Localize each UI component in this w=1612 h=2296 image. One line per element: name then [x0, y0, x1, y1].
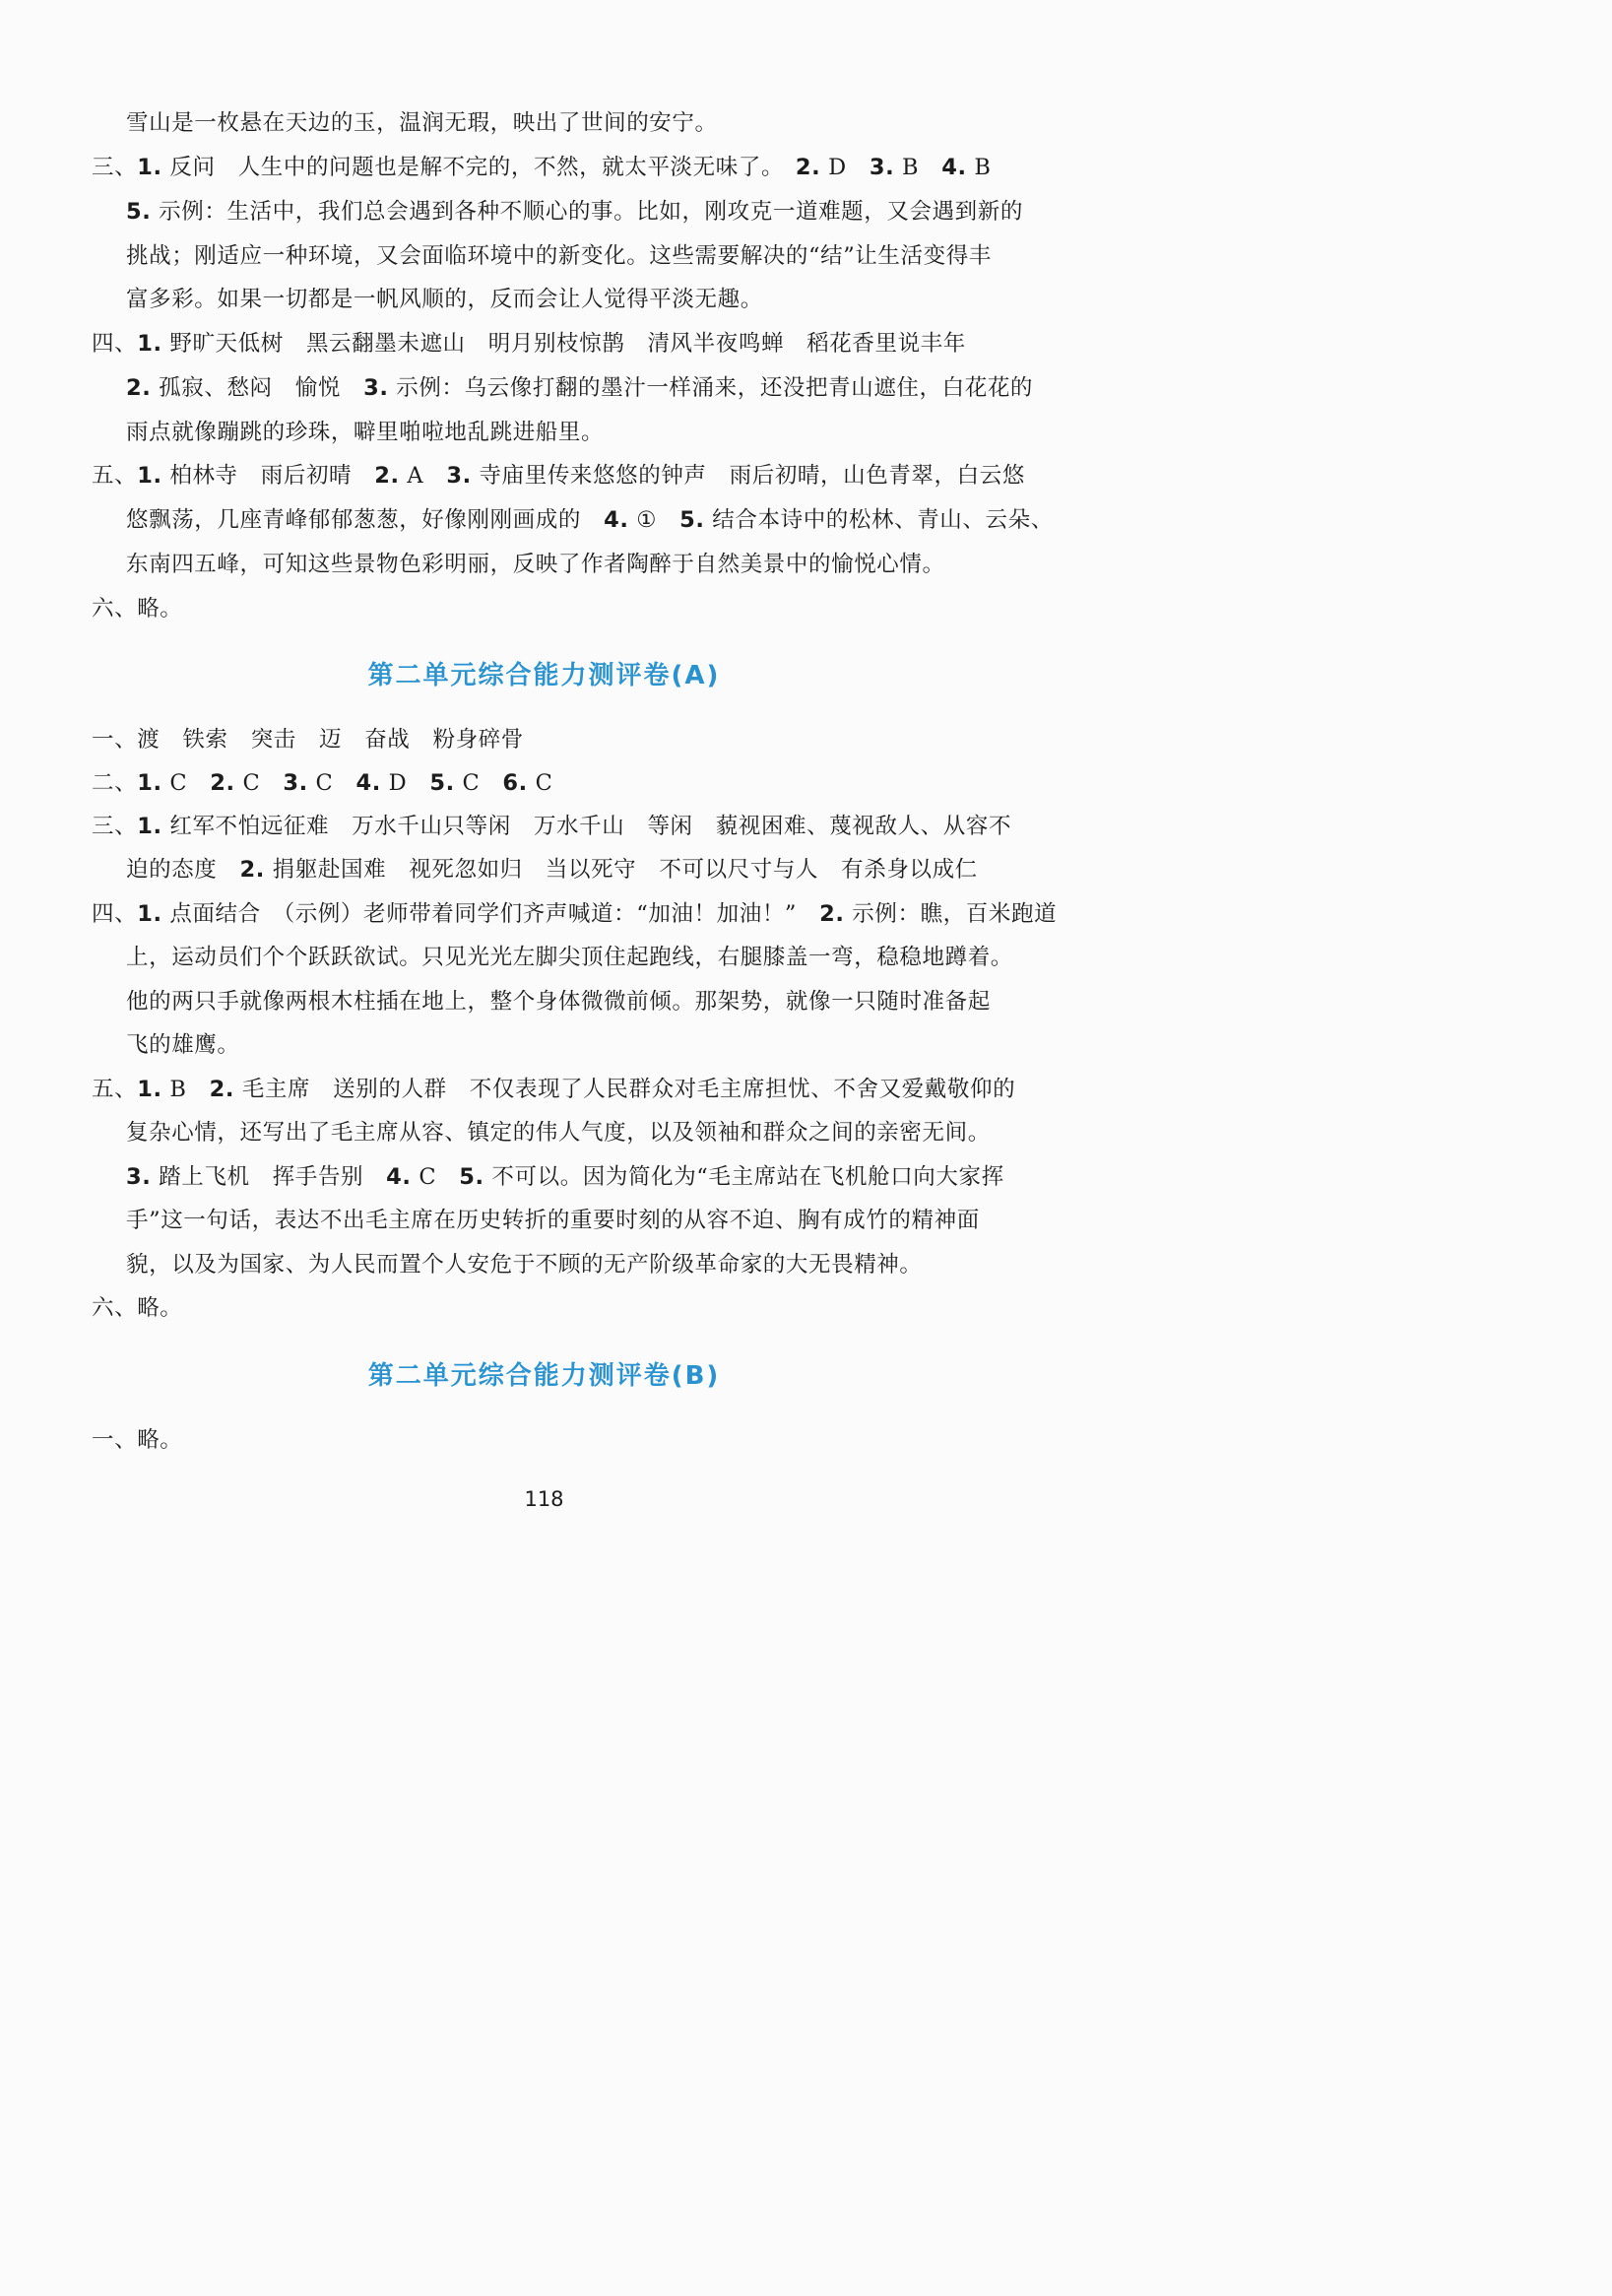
question-number: 3.: [446, 463, 472, 489]
line-text: 雪山是一枚悬在天边的玉，温润无瑕，映出了世间的安宁。: [126, 110, 718, 136]
line-text: 迫的态度: [126, 857, 240, 883]
line-text: 结合本诗中的松林、青山、云朵、: [704, 507, 1054, 533]
text-line: [126, 105, 718, 137]
text-line: [126, 1159, 1004, 1191]
question-number: 2.: [126, 375, 152, 401]
text-line: [126, 370, 1033, 402]
question-number: 2.: [210, 770, 235, 796]
line-text: 示例：乌云像打翻的墨汁一样涌来，还没把青山遮住，白花花的: [388, 375, 1034, 401]
text-line: [92, 150, 992, 181]
text-line: [92, 458, 1025, 490]
text-line: [92, 765, 552, 797]
line-text: C: [234, 770, 284, 796]
line-text: C: [411, 1164, 460, 1190]
question-number: 2.: [209, 1077, 235, 1102]
question-number: 2.: [795, 155, 821, 180]
question-number: 1.: [137, 814, 162, 839]
question-number: 5.: [126, 199, 152, 225]
question-number: 1.: [137, 155, 162, 180]
text-line: [126, 984, 991, 1016]
line-text: D: [380, 770, 430, 796]
line-text: 貌，以及为国家、为人民而置个人安危于不顾的无产阶级革命家的大无畏精神。: [126, 1252, 923, 1278]
line-text: 四、: [92, 331, 138, 357]
text-line: [92, 896, 1057, 928]
text-line: [92, 591, 182, 623]
text-line: [126, 1247, 923, 1279]
line-text: 示例：生活中，我们总会遇到各种不顺心的事。比如，刚攻克一道难题，又会遇到新的: [151, 199, 1023, 225]
line-text: 五、: [92, 463, 138, 489]
line-text: 悠飘荡，几座青峰郁郁葱葱，好像刚刚画成的: [126, 507, 605, 533]
text-line: [126, 238, 992, 270]
text-line: [126, 940, 1013, 971]
text-line: [126, 547, 945, 578]
question-number: 4.: [386, 1164, 412, 1190]
text-line: [126, 1027, 240, 1059]
question-number: 1.: [137, 463, 162, 489]
text-line: [92, 326, 966, 358]
question-number: 6.: [502, 770, 528, 796]
line-text: 三、: [92, 814, 138, 839]
line-text: D: [820, 155, 870, 180]
section-heading-a: 第二单元综合能力测评卷(A): [367, 661, 721, 690]
question-number: 4.: [355, 770, 381, 796]
question-number: 3.: [126, 1164, 152, 1190]
line-text: 雨点就像蹦跳的珍珠，噼里啪啦地乱跳进船里。: [126, 420, 605, 445]
page-number: 118: [524, 1487, 564, 1511]
question-number: 5.: [679, 507, 705, 533]
line-text: B: [894, 155, 942, 180]
text-line: [92, 1422, 182, 1454]
line-text: 复杂心情，还写出了毛主席从容、镇定的伟人气度，以及领袖和群众之间的亲密无间。: [126, 1120, 991, 1146]
text-line: [92, 722, 524, 754]
line-text: C: [161, 770, 211, 796]
question-number: 1.: [137, 901, 162, 927]
question-number: 5.: [459, 1164, 484, 1190]
text-line: [92, 1072, 1015, 1103]
text-line: [126, 1115, 991, 1147]
line-text: C: [527, 770, 553, 796]
line-text: 点面结合 （示例）老师带着同学们齐声喊道：“加油！加油！”: [161, 901, 820, 927]
question-number: 3.: [363, 375, 389, 401]
document-page: [0, 0, 1088, 1550]
line-text: 二、: [92, 770, 138, 796]
line-text: A: [399, 463, 447, 489]
line-text: 野旷天低树 黑云翻墨未遮山 明月别枝惊鹊 清风半夜鸣蝉 稻花香里说丰年: [161, 331, 966, 357]
text-line: [126, 415, 604, 446]
line-text: 六、略。: [92, 596, 183, 622]
line-text: 手”这一句话，表达不出毛主席在历史转折的重要时刻的从容不迫、胸有成竹的精神面: [126, 1208, 980, 1233]
line-text: 捐躯赴国难 视死忽如归 当以死守 不可以尺寸与人 有杀身以成仁: [264, 857, 978, 883]
line-text: 他的两只手就像两根木柱插在地上，整个身体微微前倾。那架势，就像一只随时准备起: [126, 989, 991, 1015]
line-text: C: [307, 770, 356, 796]
question-number: 5.: [429, 770, 455, 796]
line-text: 四、: [92, 901, 138, 927]
question-number: 4.: [941, 155, 967, 180]
line-text: 毛主席 送别的人群 不仅表现了人民群众对毛主席担忧、不舍又爱戴敬仰的: [234, 1077, 1016, 1102]
question-number: 3.: [283, 770, 308, 796]
text-line: [92, 809, 1011, 840]
line-text: 三、: [92, 155, 138, 180]
text-line: [126, 1203, 980, 1234]
text-line: [126, 502, 1054, 534]
line-text: 富多彩。如果一切都是一帆风顺的，反而会让人觉得平淡无趣。: [126, 287, 763, 312]
question-number: 2.: [239, 857, 265, 883]
text-line: [126, 194, 1023, 226]
line-text: 寺庙里传来悠悠的钟声 雨后初晴，山色青翠，白云悠: [471, 463, 1025, 489]
line-text: 孤寂、愁闷 愉悦: [151, 375, 364, 401]
line-text: 反问 人生中的问题也是解不完的，不然，就太平淡无味了。: [161, 155, 796, 180]
question-number: 3.: [869, 155, 895, 180]
question-number: 2.: [819, 901, 845, 927]
line-text: 红军不怕远征难 万水千山只等闲 万水千山 等闲 藐视困难、蔑视敌人、从容不: [161, 814, 1012, 839]
line-text: B: [966, 155, 992, 180]
text-line: [126, 282, 763, 313]
question-number: 1.: [137, 331, 162, 357]
line-text: 六、略。: [92, 1295, 183, 1321]
question-number: 1.: [137, 770, 162, 796]
line-text: 一、渡 铁索 突击 迈 奋战 粉身碎骨: [92, 727, 524, 753]
line-text: B: [161, 1077, 210, 1102]
question-number: 4.: [604, 507, 629, 533]
line-text: 示例：瞧，百米跑道: [844, 901, 1058, 927]
line-text: 柏林寺 雨后初晴: [161, 463, 375, 489]
question-number: 1.: [137, 1077, 162, 1102]
line-text: ①: [628, 507, 680, 533]
line-text: 不可以。因为简化为“毛主席站在飞机舱口向大家挥: [484, 1164, 1004, 1190]
line-text: 上，运动员们个个跃跃欲试。只见光光左脚尖顶住起跑线，右腿膝盖一弯，稳稳地蹲着。: [126, 945, 1013, 970]
question-number: 2.: [374, 463, 400, 489]
line-text: 东南四五峰，可知这些景物色彩明丽，反映了作者陶醉于自然美景中的愉悦心情。: [126, 552, 945, 577]
line-text: 挑战；刚适应一种环境，又会面临环境中的新变化。这些需要解决的“结”让生活变得丰: [126, 243, 992, 269]
text-line: [126, 852, 978, 884]
line-text: C: [454, 770, 503, 796]
line-text: 踏上飞机 挥手告别: [151, 1164, 387, 1190]
section-heading-b: 第二单元综合能力测评卷(B): [367, 1361, 721, 1391]
line-text: 一、略。: [92, 1427, 183, 1453]
text-line: [92, 1290, 182, 1322]
line-text: 五、: [92, 1077, 138, 1102]
line-text: 飞的雄鹰。: [126, 1032, 240, 1058]
